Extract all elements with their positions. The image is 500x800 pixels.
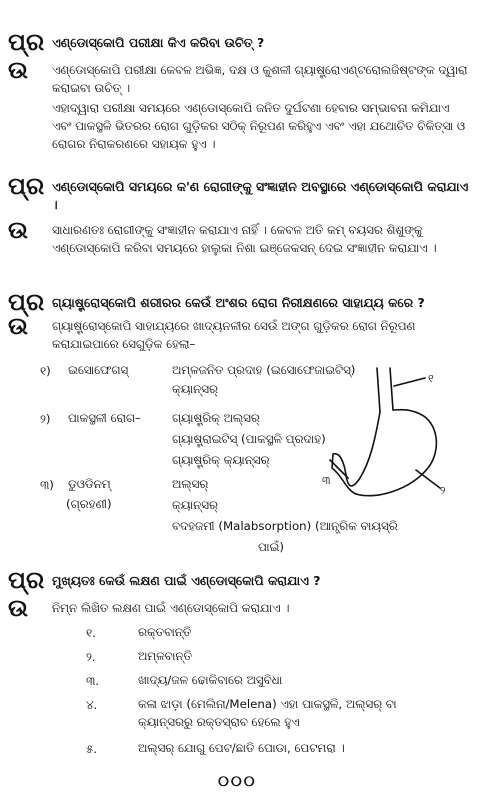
organ-name-alt: (ଗ୍ରହଣୀ) [66, 497, 112, 511]
symptom-number: ୫. [86, 742, 98, 756]
symptom-text: ଅଲ୍‌ସର୍ ଯୋଗୁ ପେଟ/ଛାତି ପୋଡା, ପେଟମରା । [138, 741, 345, 755]
organ-disease: ଗ୍ୟାଷ୍ଟ୍ରିକ୍ କ୍ୟାନ୍ସର୍ [172, 453, 270, 467]
organ-disease: ପାଇଁ) [258, 540, 284, 554]
answer-marker: ଉ [8, 56, 28, 84]
symptom-text: ଅମ୍ଳବାନ୍ତି [138, 649, 192, 663]
question-3: ଗ୍ୟାଷ୍ଟ୍ରୋସ୍କୋପି ଶରୀରର କେଉଁ ଅଂଶର ରୋଗ ନିରୀକ୍ଷଣରେ ସାହାଯ୍ୟ କରେ ? [52, 295, 425, 310]
question-marker: ପ୍ର [8, 566, 45, 594]
organ-disease: କ୍ୟାନ୍ସର୍ [172, 498, 218, 512]
organ-number: ୨) [40, 412, 51, 426]
figure-label: ୧ [428, 372, 434, 385]
organ-name: ପାକସ୍ଥଳୀ ରୋଗ– [68, 411, 141, 425]
question-marker: ପ୍ର [8, 28, 45, 56]
question-4: ମୁଖ୍ୟତଃ କେଉଁ ଲକ୍ଷଣ ପାଇଁ ଏଣ୍ଡୋସ୍କୋପି କରାଯାଏ ? [52, 573, 321, 588]
question-2: ଏଣ୍ଡୋସ୍କୋପି ସମୟରେ କ'ଣ ରୋଗୀଙ୍କୁ ସଂଜ୍ଞାହୀନ ଅବସ୍ଥାରେ ଏଣ୍ଡୋସ୍କୋପି କରାଯାଏ । [52, 179, 469, 212]
organ-name: ଇସୋଫେଗସ୍ [68, 363, 129, 377]
organ-disease: କ୍ୟାନ୍ସର୍ [172, 382, 218, 396]
answer-marker: ଉ [8, 594, 28, 622]
organ-disease: ଗ୍ୟାଷ୍ଟ୍ରାଇଟିସ୍ (ପାକସ୍ଥଳି ପ୍ରଦାହ) [172, 432, 326, 446]
answer-marker: ଉ [8, 216, 28, 244]
answer-marker: ଉ [8, 312, 28, 340]
organ-number: ୩) [40, 478, 54, 492]
symptom-number: ୪. [86, 698, 98, 712]
symptom-text: ଖାଦ୍ୟ/ଜଳ ଢୋକିବାରେ ଅସୁବିଧା [138, 673, 283, 687]
answer-3-intro: ଗ୍ୟାଷ୍ଟ୍ରୋସ୍କୋପି ସାହାଯ୍ୟରେ ଖାଦ୍ୟନଳୀର ସେଉଁ ଅଙ୍ଗ ଗୁଡ଼ିକର ରୋଗ ନିରୂପଣ କରାଯାଇପାରେ ସେଗୁଡ଼ିକ ହେଲା– [52, 319, 416, 351]
figure-label: ୨ [440, 484, 446, 497]
symptom-number: ୧. [86, 626, 96, 640]
organ-name: ଡୁଓଡିନମ୍ [68, 477, 111, 491]
organ-disease: ଗ୍ୟାଷ୍ଟ୍ରିକ୍ ଅଲ୍‌ସର୍ [172, 411, 260, 425]
symptom-number: ୨. [86, 650, 96, 664]
organ-disease: ଅଲ୍‌ସର୍ [172, 477, 209, 491]
question-marker: ପ୍ର [8, 172, 45, 200]
answer-2: ସାଧାରଣତଃ ରୋଗୀଙ୍କୁ ସଂଜ୍ଞାହୀନ କରାଯାଏ ନାହିଁ । କେବଳ ଅତି କମ୍ ବୟସର ଶିଶୁଙ୍କୁ ଏଣ୍ଡୋସ୍କୋପି କରିବା ସମୟରେ ହାଲୁକା ନିଶା ଇଞ୍ଜେକସନ୍ ଦେଇ ସଂଜ୍ଞାହୀନ କରାଯାଏ । [52, 223, 437, 255]
organ-number: ୧) [40, 364, 51, 378]
question-marker: ପ୍ର [8, 288, 45, 316]
answer-4-intro: ନିମ୍ନ ଲିଖିତ ଲକ୍ଷଣ ପାଇଁ ଏଣ୍ଡୋସ୍କୋପି କରାଯାଏ । [52, 601, 290, 615]
figure-label: ୩ [322, 474, 331, 487]
symptom-number: ୩. [86, 674, 100, 688]
page-footer-ornament: ୦୦୦ [218, 772, 257, 790]
symptom-text: କଳା ଝାଡ଼ା (ମେଲିନା/Melena) ଏହା ପାକସ୍ଥଳି, ଅଲ୍‌ସର୍ ବା କ୍ୟାନ୍ସରରୁ ରକ୍ତସ୍ରାବ ହେଲେ ହୁଏ [138, 697, 397, 729]
organ-disease: ବଦହଜମୀ (Malabsorption) (ଆନ୍ତ୍ରିକ ବାୟସ୍ରି [172, 519, 398, 533]
answer-1-paragraph-2: ଏହାଦ୍ୱାରା ପରୀକ୍ଷା ସମୟରେ ଏଣ୍ଡୋସ୍କୋପି ଜନିତ ଦୁର୍ଘଟଣା ହେବାର ସମ୍ଭାବନା କମିଯାଏ ଏବଂ ପାକସ୍ଥଳି ଭିତରର ରୋଗ ଗୁଡ଼ିକର ସଠିକ୍ ନିରୂପଣ କରିହୁଏ ଏବଂ ଏହା ଯଥୋଚିତ ଚିକିତ୍ସା ଓ ରୋଗର ନିରାକରଣରେ ସହାୟକ ହୁଏ । [52, 101, 465, 151]
symptom-text: ରକ୍ତବାନ୍ତି [138, 625, 192, 639]
answer-1-paragraph-1: ଏଣ୍ଡୋସ୍କୋପି ପରୀକ୍ଷା କେବଳ ଅଭିଜ୍ଞ, ଦକ୍ଷ ଓ କୁଶଳୀ ଗ୍ୟାଷ୍ଟ୍ରୋଏଣ୍ଟରୋଲଜିଷ୍ଟଙ୍କ ଦ୍ୱାରା କରାଇବା ଉଚିତ୍ । [52, 63, 468, 95]
question-1: ଏଣ୍ଡୋସ୍କୋପି ପରୀକ୍ଷା କିଏ କରିବା ଉଚିତ୍ ? [52, 35, 265, 50]
organ-disease: ଅମ୍ଳଜନିତ ପ୍ରଦାହ (ଇସୋଫେଜାଇଟିସ୍) [172, 363, 356, 377]
